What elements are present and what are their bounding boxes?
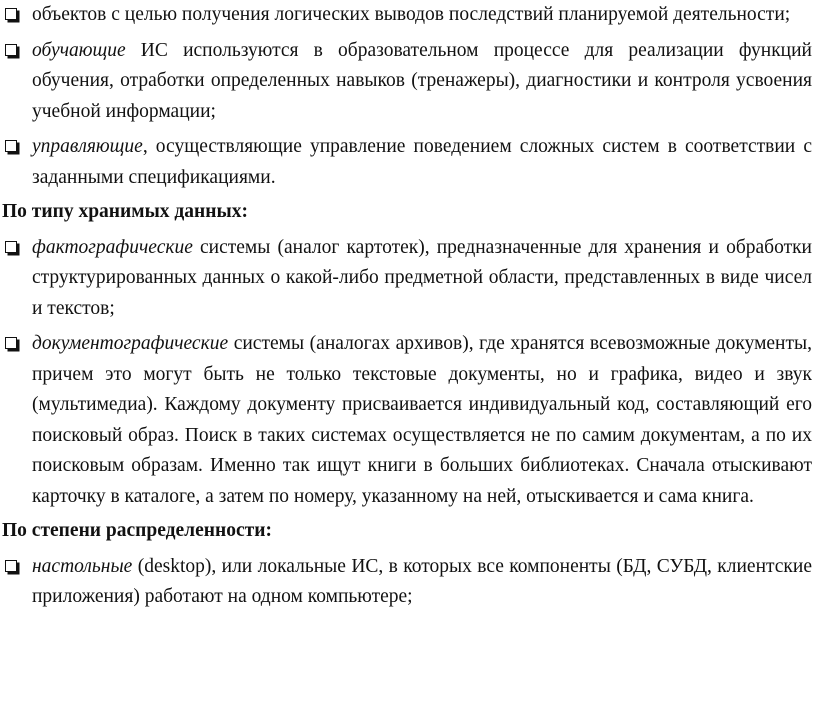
item-term: настольные [32,555,133,577]
item-term: управляющие [32,136,143,157]
checkbox-bullet-icon [5,560,17,572]
item-text: системы (аналогах архивов), где хранятся всевозможные документы, причем это могут быть не только текстовые документы, но и графика, видео и звук (мультимедиа). Каждому документу присваивается индивидуальный код, составляющий его поисковый образ. Поиск в таких системах осуществляется не по самим документам, а по их поисковым образам. Именно так ищут книги в больших библиотеках. Сначала отыскивают карточку в каталоге, а затем по номеру, указанному на ней, отыскивается и сама книга. [32,333,812,507]
item-text: системы (аналог картотек), предназначенные для хранения и обработки структурированных данных о какой-либо предметной области, представленных в виде чисел и текстов; [32,236,812,319]
checkbox-bullet-icon [5,140,17,152]
item-text: ИС используются в образовательном процессе для реализации функций обучения, отработки определенных навыков (тренажеры), диагностики и контроля усвоения учебной информации; [32,39,812,122]
item-text: объектов с целью получения логических выводов последствий планируемой деятельности; [32,4,791,25]
item-term: документографические [32,333,229,354]
list-item-control [2,132,812,193]
checkbox-bullet-icon [5,8,17,20]
checkbox-bullet-icon [5,241,17,253]
list-item-objects [2,0,812,31]
list-item-factographic [2,233,812,325]
section-heading-storage: По типу хранимых данных: [2,201,248,222]
checkbox-bullet-icon [5,44,17,56]
item-text: , осуществляющие управление поведением сложных систем в соответствии с заданными спецификациями. [32,136,812,188]
list-item-documentographic [2,329,812,512]
item-term: обучающие [32,39,126,61]
item-term: фактографические [32,236,193,258]
list-item-desktop [2,552,812,613]
list-item-educational [2,36,812,128]
section-heading-distribution: По степени распределенности: [2,520,272,541]
item-text: (desktop), или локальные ИС, в которых все компоненты (БД, СУБД, клиентские приложения) работают на одном компьютере; [32,555,812,607]
checkbox-bullet-icon [5,337,17,349]
